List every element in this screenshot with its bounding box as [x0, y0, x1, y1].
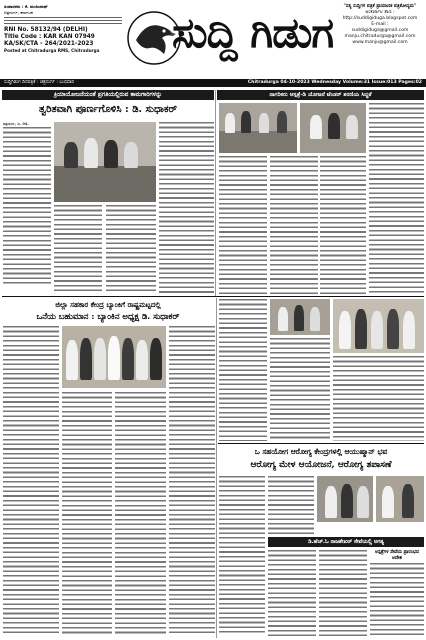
meeting-photo-3	[300, 103, 366, 153]
story-2-column-2	[270, 156, 318, 294]
kicker-3: ಒ ಸಹಯೋಗ ಆರೋಗ್ಯ ಕೇಂದ್ರಗಳಲ್ಲಿ ಆಯುಷ್ಮಾನ್ ಭವ	[254, 447, 388, 456]
health-photo-2	[333, 299, 424, 353]
dateline-left: ಸುದ್ದಿಗಿಡುಗ ದಿನಪತ್ರಿಕೆ : ಚಿತ್ರದುರ್ಗ : ಬುಧವಾರ	[4, 80, 74, 85]
story-3-column-4	[169, 326, 215, 636]
masthead-contact	[338, 4, 422, 46]
meeting-photo-1	[54, 122, 156, 202]
story-6-column-1	[268, 550, 316, 636]
newspaper-name: ಸುದ್ದಿ ಗಿಡುಗ	[172, 8, 334, 57]
email-address[interactable]: suddigiduga@gmail.com	[351, 28, 409, 33]
headline-2: ಒನೆಯ ಬಹುಮಾನ : ಬ್ಯಾಂಕಿನ ಅಧ್ಯಕ್ಷ ಡಿ. ಸುಧಾಕರ್	[36, 311, 180, 321]
banner-bottom: ಡಿ.ಹೆಚ್.ಓ ರಾಜಶೇಖರ್ ಸೇವೆಯಲ್ಲಿ ಅಗತ್ಯ	[268, 537, 424, 547]
email-address-2[interactable]: manju.chitradurga@gmail.com	[344, 34, 416, 39]
story-1-text	[3, 127, 51, 287]
health-photo-3	[317, 476, 373, 522]
story-4-column-2	[270, 338, 330, 441]
story-dateline: ಚಿತ್ರದುರ್ಗ, ಅ. 04.	[3, 122, 29, 126]
website[interactable]: www.manju@gmail.com	[352, 40, 408, 45]
masthead-info	[4, 4, 122, 54]
email-label: E-mail :	[371, 22, 389, 27]
story-2-column-3	[320, 156, 366, 294]
story-1-column-1	[3, 122, 51, 290]
story-1-column-4	[159, 122, 214, 294]
story-2-column-1	[219, 156, 267, 294]
story-4-column-1	[219, 299, 267, 441]
health-photo-4	[376, 476, 424, 522]
dateline-bar	[0, 79, 426, 87]
story-3-column-1	[3, 326, 59, 636]
kicker-2: ಜಿಲ್ಲಾ ಸಹಕಾರ ಕೇಂದ್ರ ಬ್ಯಾಂಕಿಗೆ ರಾಷ್ಟ್ರಮಟ್ಟದಲ್ಲಿ	[55, 300, 161, 309]
award-photo	[62, 326, 166, 388]
banner-right: ನಾಗರಿಕರು ಆಸ್ಪತ್ರೆ-ಡಿ ಯೋಜನೆ ಟೆಂಡರ್ ಶರಣಿಯ ಸಿದ್ಧತೆ	[217, 90, 424, 100]
editor-label: ಸಂಪಾದಕರು : ಕೆ. ಮಂಜುನಾಥ್	[4, 4, 48, 9]
meeting-photo-2	[219, 103, 297, 153]
story-5-column-2	[268, 476, 314, 534]
story-4-column-3	[333, 356, 424, 441]
headline-3: ಆರೋಗ್ಯ ಮೇಳ ಆಯೋಜನೆ, ಆರೋಗ್ಯ ತಪಾಸಣೆ	[250, 460, 392, 470]
address: ಚಿತ್ರದುರ್ಗ, ಕರ್ನಾಟಕ	[4, 9, 33, 15]
sub-headline-bottom-right: ಆಸ್ಪತ್ರೆಗಳ ಸೇವೆಯ ಪ್ರಾರಂಭದ ಆದೇಶ	[374, 550, 419, 561]
web-label: ಅಂತರ್ಜಾಲ ತಾಣ :	[365, 10, 395, 15]
web-url[interactable]: http://suddigiduga.blogspot.com	[342, 16, 418, 21]
story-1-column-2	[54, 205, 102, 293]
story-3-column-2	[62, 392, 112, 636]
story-5-column-1	[219, 476, 265, 636]
masthead-fineprint	[4, 17, 122, 25]
story-1-column-3	[106, 205, 156, 293]
story-3-column-3	[115, 392, 166, 636]
story-6-column-3	[370, 563, 424, 636]
posted-at: Posted at Chitradurga RMS, Chitradurga	[4, 48, 100, 54]
postal-reg: KA/SK/CTA - 264/2021-2023	[4, 41, 94, 48]
tagline: "ಸತ್ಯ ಸುದ್ದಿಗಳ ಪತ್ರಿಕೆ ಪ್ರಾಮಾಣಿಕ ಪತ್ರಿಕೋದ್ಯಮ"	[343, 4, 417, 9]
story-6-column-2	[319, 550, 367, 636]
story-2-column-4	[369, 103, 424, 293]
rni-number: RNI No. 58132/94 (DELHI)	[4, 27, 88, 34]
health-photo-1	[270, 299, 330, 335]
headline-1: ತ್ವರಿತವಾಗಿ ಪೂರ್ಣಗೊಳಿಸಿ : ಡಿ. ಸುಧಾಕರ್	[39, 104, 177, 115]
dateline-right: Chitradurga 04-10-2023 Wednesday Volume:31 Issue:013 Pages:02	[247, 80, 422, 85]
kicker-1: ಕ್ರಿಯಾಯೋಜನೆಯಂತೆ ಪ್ರಗತಿಯಲ್ಲಿರುವ ಕಾಮಗಾರಿಗಳನ್ನು	[2, 90, 214, 100]
title-code: Title Code : KAR KAN 07949	[4, 34, 95, 41]
